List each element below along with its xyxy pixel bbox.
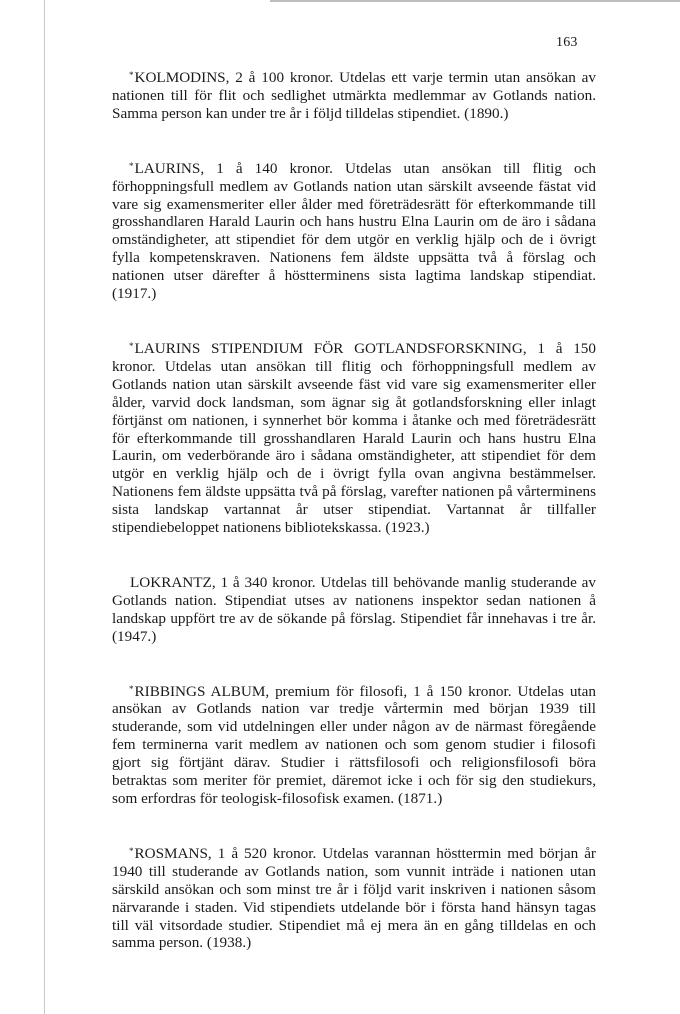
entry-title: LAURINS STIPENDIUM FÖR GOTLANDSFORSKNING,: [134, 339, 527, 357]
entry-body: 2 å 100 kronor. Utdelas ett varje termin utan ansökan av nationen till för flit och sedlighet utmärkta medlemmar av Gotlands nation. Samma person kan under tre år i följd tilldelas stipendiet. (1890.): [112, 69, 596, 122]
text-column: [112, 67, 596, 987]
scan-edge-line: [44, 0, 45, 1014]
entry-body: 1 å 150 kronor. Utdelas utan ansökan till flitig och förhoppningsfull medlem av Gotlands nation utan särskilt avseende fäst vid vare sig examensmeriter eller ålder, varvid dock landsman, som ägnar sig åt gotlandsforskning eller inlagt förtjänst om nationen, i synnerhet bör komma i åtanke och med företrädesrätt för efterkommande till grosshandlaren Harald Laurin och hans hustru Elna Laurin, om vederbörande äro i sådana omständigheter, att stipendiet för dem utgör en verklig hjälp och de i övrigt fylla ovan angivna bestämmelser. Nationens fem äldste uppsätta två på förslag, varefter nationen på vårterminens sista landskap vartannat år utser stipendiat. Vartannat år tillfaller stipendiebeloppet nationens bibliotekskassa. (1923.): [112, 339, 596, 537]
entry-title: LOKRANTZ,: [130, 573, 216, 591]
entry-title: ROSMANS,: [134, 844, 212, 862]
asterisk-marker: *: [129, 683, 134, 694]
entry-laurins: [112, 158, 596, 303]
entry-body: premium för filosofi, 1 å 150 kronor. Utdelas utan ansökan av Gotlands nation var tredje vårtermin med början 1939 till studerande, som vid utdelningen eller under någon av de närmast föregående fem terminerna varit medlem av nationen och som genom studier i filosofi gjort sig förtjänt därav. Studier i rättsfilosofi och religionsfilosofi böra betraktas som meriter för premiet, däremot icke i och för sig den studiekurs, som erfordras för teologisk-filosofisk examen. (1871.): [112, 682, 596, 807]
entry-title: RIBBINGS ALBUM,: [134, 682, 270, 700]
entry-title: KOLMODINS,: [134, 69, 230, 86]
entry-rosmans: [112, 843, 596, 952]
entry-ribbings-album: [112, 681, 596, 808]
asterisk-marker: *: [129, 340, 134, 351]
page-number: 163: [556, 35, 578, 50]
asterisk-marker: *: [129, 845, 134, 856]
entry-body: 1 å 340 kronor. Utdelas till behövande manlig studerande av Gotlands nation. Stipendiat utses av nationens inspektor sedan nationen å landskap uppfört tre av de sökande på förslag. Stipendiet får innehavas i tre år. (1947.): [112, 573, 596, 645]
entry-body: 1 å 520 kronor. Utdelas varannan hösttermin med början år 1940 till studerande av Gotlands nation, som vunnit inträde i nationen utan särskild ansökan och som minst tre år i följd varit inskriven i nationen såsom närvarande i staden. Vid stipendiets utdelande bör i första hand hänsyn tagas till väl vitsordade studier. Stipendiet må ej mera än en gång tilldelas en och samma person. (1938.): [112, 844, 596, 952]
entry-title: LAURINS,: [134, 159, 205, 177]
asterisk-marker: *: [129, 160, 134, 171]
scan-top-edge: [270, 0, 680, 2]
entry-laurins-gotlandsforskning: [112, 338, 596, 537]
entry-body: 1 å 140 kronor. Utdelas utan ansökan till flitig och förhoppningsfull medlem av Gotlands nation utan särskilt avseende fästat vid vare sig examensmeriter eller ålder med företrädesrätt för efterkommande till grosshandlaren Harald Laurin och hans hustru Elna Laurin om de äro i sådana omständigheter, att stipendiet för dem utgör en verklig hjälp och de i övrigt fylla kompetenskraven. Nationens fem äldste uppsätta två å förslag och nationen utser därefter å höstterminens sista lagtima landskap stipendiat. (1917.): [112, 159, 596, 303]
asterisk-marker: *: [129, 70, 134, 80]
entry-lokrantz: [112, 572, 596, 646]
entry-kolmodins: [112, 67, 596, 123]
